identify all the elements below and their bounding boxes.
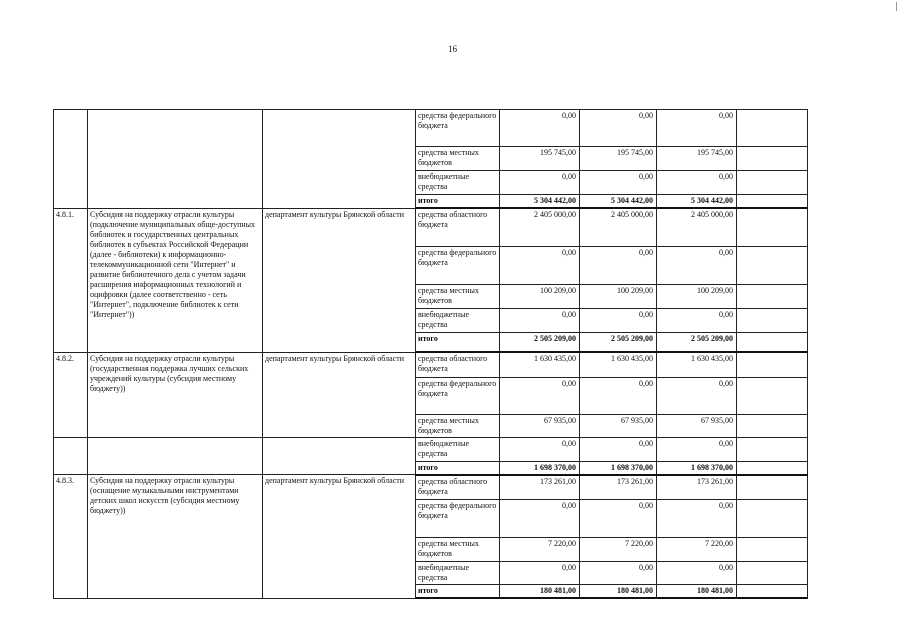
amount-cell: 0,00: [580, 562, 657, 585]
funding-source: средства местных бюджетов: [416, 414, 500, 437]
amount-cell: 0,00: [500, 437, 580, 461]
amount-cell: 0,00: [500, 562, 580, 585]
empty-cell: [737, 414, 808, 437]
amount-cell: 0,00: [500, 377, 580, 414]
amount-cell: 0,00: [500, 171, 580, 195]
total-amount: 2 505 209,00: [657, 332, 737, 352]
funding-source: внебюджетные средства: [416, 308, 500, 332]
item-number-cell: 4.8.3.: [54, 475, 88, 599]
funding-source: средства федерального бюджета: [416, 500, 500, 538]
amount-cell: 100 209,00: [500, 284, 580, 308]
table-row: [54, 475, 808, 500]
empty-cell: [737, 246, 808, 284]
amount-cell: 2 405 000,00: [657, 208, 737, 246]
amount-cell: 0,00: [500, 246, 580, 284]
empty-cell: [737, 352, 808, 377]
amount-cell: 195 745,00: [500, 147, 580, 171]
amount-cell: 0,00: [657, 500, 737, 538]
amount-cell: 0,00: [657, 171, 737, 195]
empty-cell: [737, 437, 808, 461]
table-row: [54, 352, 808, 377]
empty-cell: [737, 538, 808, 562]
amount-cell: 67 935,00: [580, 414, 657, 437]
amount-cell: 1 630 435,00: [580, 352, 657, 377]
amount-cell: 7 220,00: [500, 538, 580, 562]
empty-cell: [737, 208, 808, 246]
amount-cell: 0,00: [580, 308, 657, 332]
amount-cell: 0,00: [580, 171, 657, 195]
scan-edge-mark: [896, 2, 897, 11]
amount-cell: 0,00: [657, 562, 737, 585]
funding-source: внебюджетные средства: [416, 437, 500, 461]
amount-cell: 67 935,00: [657, 414, 737, 437]
item-number-cell: 4.8.1.: [54, 208, 88, 352]
empty-cell: [737, 562, 808, 585]
empty-cell: [737, 500, 808, 538]
page-number: 16: [448, 44, 457, 54]
amount-cell: 100 209,00: [580, 284, 657, 308]
funding-source: средства областного бюджета: [416, 208, 500, 246]
item-name-cell: [88, 110, 263, 209]
empty-cell: [737, 475, 808, 500]
funding-source: средства федерального бюджета: [416, 246, 500, 284]
empty-cell: [737, 284, 808, 308]
funding-source: внебюджетные средства: [416, 171, 500, 195]
amount-cell: 0,00: [500, 308, 580, 332]
funding-source: средства местных бюджетов: [416, 284, 500, 308]
amount-cell: 0,00: [657, 377, 737, 414]
amount-cell: 173 261,00: [580, 475, 657, 500]
funding-source: средства местных бюджетов: [416, 538, 500, 562]
amount-cell: 0,00: [580, 246, 657, 284]
amount-cell: 173 261,00: [500, 475, 580, 500]
item-name-cell: Субсидия на поддержку отрасли культуры (оснащение музыкальными инструментами детских школ искусств (субсидия местному бюджету)): [88, 475, 263, 599]
amount-cell: 0,00: [657, 246, 737, 284]
amount-cell: 0,00: [657, 110, 737, 147]
funding-source: средства федерального бюджета: [416, 110, 500, 147]
executor-cell: [263, 437, 416, 475]
executor-cell: [263, 110, 416, 209]
amount-cell: 0,00: [500, 110, 580, 147]
empty-cell: [737, 195, 808, 209]
amount-cell: 67 935,00: [500, 414, 580, 437]
amount-cell: 1 630 435,00: [657, 352, 737, 377]
total-amount: 1 698 370,00: [580, 461, 657, 475]
empty-cell: [737, 377, 808, 414]
total-amount: 5 304 442,00: [580, 195, 657, 209]
table-row: [54, 437, 808, 461]
total-amount: 180 481,00: [657, 585, 737, 599]
executor-cell: департамент культуры Брянской области: [263, 352, 416, 437]
amount-cell: 7 220,00: [580, 538, 657, 562]
amount-cell: 1 630 435,00: [500, 352, 580, 377]
funding-source: внебюджетные средства: [416, 562, 500, 585]
total-amount: 1 698 370,00: [657, 461, 737, 475]
funding-source: средства областного бюджета: [416, 352, 500, 377]
item-number-cell: [54, 110, 88, 209]
total-amount: 180 481,00: [500, 585, 580, 599]
total-amount: 180 481,00: [580, 585, 657, 599]
empty-cell: [737, 171, 808, 195]
empty-cell: [737, 147, 808, 171]
amount-cell: 0,00: [580, 110, 657, 147]
amount-cell: 2 405 000,00: [580, 208, 657, 246]
amount-cell: 0,00: [580, 377, 657, 414]
amount-cell: 195 745,00: [580, 147, 657, 171]
funding-source: средства областного бюджета: [416, 475, 500, 500]
amount-cell: 7 220,00: [657, 538, 737, 562]
funding-source: итого: [416, 585, 500, 599]
total-amount: 2 505 209,00: [580, 332, 657, 352]
empty-cell: [737, 332, 808, 352]
amount-cell: 173 261,00: [657, 475, 737, 500]
total-amount: 1 698 370,00: [500, 461, 580, 475]
amount-cell: 0,00: [500, 500, 580, 538]
amount-cell: 2 405 000,00: [500, 208, 580, 246]
amount-cell: 0,00: [580, 437, 657, 461]
amount-cell: 195 745,00: [657, 147, 737, 171]
funding-source: средства местных бюджетов: [416, 147, 500, 171]
item-name-cell: Субсидия на поддержку отрасли культуры (подключение муниципальных обще-доступных библиотек и государственных центральных библиотек в субъектах Российской Федерации (далее - библиотеки) к информационно-телекоммуникационной сети "Интернет" и развитие библиотечного дела с учетом задачи расширения информационных технологий и оцифровки (далее соответственно - сеть "Интернет", подключение библиотек к сети "Интернет")): [88, 208, 263, 352]
executor-cell: департамент культуры Брянской области: [263, 208, 416, 352]
item-number-cell: [54, 437, 88, 475]
amount-cell: 100 209,00: [657, 284, 737, 308]
table-row: [54, 110, 808, 147]
total-amount: 5 304 442,00: [657, 195, 737, 209]
amount-cell: 0,00: [580, 500, 657, 538]
amount-cell: 0,00: [657, 437, 737, 461]
empty-cell: [737, 110, 808, 147]
funding-source: итого: [416, 195, 500, 209]
item-number-cell: 4.8.2.: [54, 352, 88, 437]
empty-cell: [737, 308, 808, 332]
empty-cell: [737, 585, 808, 599]
table-row: [54, 208, 808, 246]
empty-cell: [737, 461, 808, 475]
total-amount: 5 304 442,00: [500, 195, 580, 209]
executor-cell: департамент культуры Брянской области: [263, 475, 416, 599]
budget-table: [53, 109, 808, 599]
funding-source: итого: [416, 461, 500, 475]
item-name-cell: Субсидия на поддержку отрасли культуры (государственная поддержка лучших сельских учреждений культуры (субсидия местному бюджету)): [88, 352, 263, 437]
funding-source: итого: [416, 332, 500, 352]
funding-source: средства федерального бюджета: [416, 377, 500, 414]
item-name-cell: [88, 437, 263, 475]
amount-cell: 0,00: [657, 308, 737, 332]
total-amount: 2 505 209,00: [500, 332, 580, 352]
